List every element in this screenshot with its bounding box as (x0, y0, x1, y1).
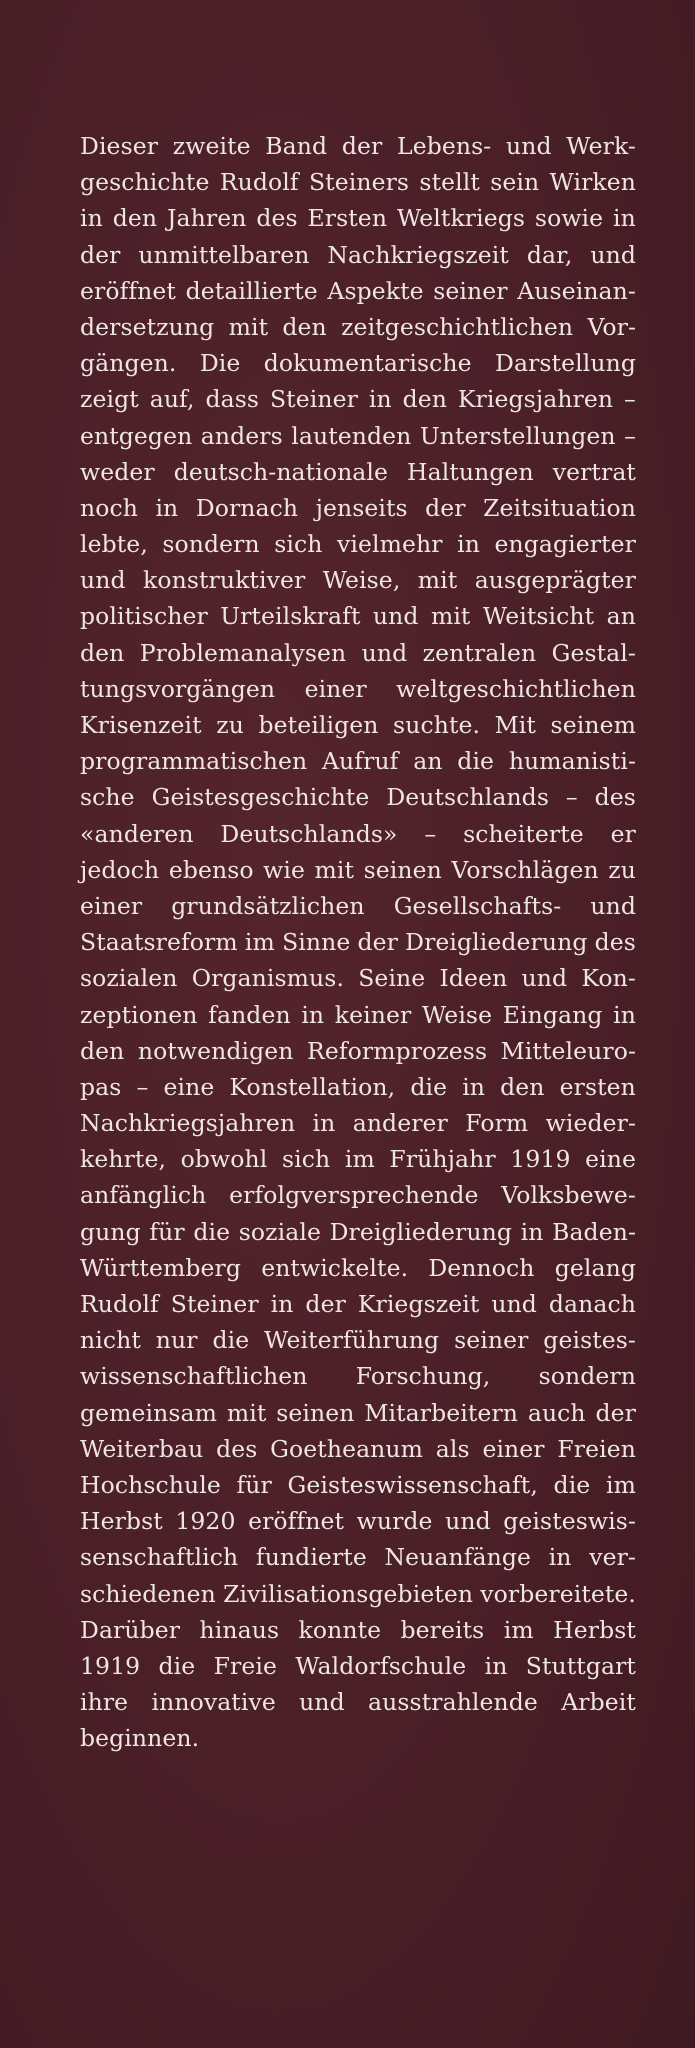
word: sozialen (80, 964, 178, 993)
word: der (595, 1398, 636, 1427)
word: – (565, 783, 578, 812)
word: Die (199, 349, 241, 378)
word: der (80, 240, 121, 269)
text-line (80, 1503, 636, 1539)
text-line (80, 779, 636, 815)
word: wieder- (545, 1109, 636, 1138)
word: notwendigen (137, 1036, 294, 1065)
word: sich (274, 530, 323, 559)
word: zentralen (422, 638, 537, 667)
text-line (80, 1720, 636, 1756)
word: ebenso (168, 855, 254, 884)
word: des (256, 204, 298, 233)
word: in (312, 1109, 336, 1138)
text-line (80, 273, 636, 309)
word: an (606, 602, 636, 631)
word: die (410, 1072, 448, 1101)
word: Volksbewe- (501, 1181, 636, 1210)
word: Jahren (167, 204, 247, 233)
word: Mitarbeitern (364, 1398, 518, 1427)
text-line (80, 1214, 636, 1250)
word: wurde (356, 1507, 433, 1536)
word: geschichte (80, 168, 210, 197)
word: Eingang (502, 1000, 603, 1029)
word: und (445, 1507, 491, 1536)
word: entwickelte. (261, 1253, 409, 1282)
word: Auseinan- (517, 276, 636, 305)
word: Herbst (80, 1507, 163, 1536)
text-line (80, 1250, 636, 1286)
word: sein (490, 168, 540, 197)
word: in (462, 1072, 486, 1101)
word: Nachkriegsjahren (80, 1109, 296, 1138)
word: auch (527, 1398, 586, 1427)
text-line (80, 1322, 636, 1358)
word: «anderen (80, 819, 194, 848)
word: pas (80, 1072, 122, 1101)
word: suchte. (393, 711, 481, 739)
word: Aufruf (321, 747, 399, 776)
word: zeptionen (80, 1000, 198, 1029)
word: Darstellung (495, 349, 636, 378)
word: im (503, 1615, 534, 1644)
text-line (80, 743, 636, 779)
word: einer (304, 674, 367, 703)
word: seinen (363, 855, 442, 884)
word: nur (155, 1326, 198, 1355)
word: den (80, 638, 125, 667)
word: konstruktiver (143, 566, 306, 595)
text-line (80, 1539, 636, 1575)
word: Dornach (195, 493, 299, 522)
word: sondern (162, 530, 260, 559)
word: Freien (557, 1434, 636, 1463)
word: – (136, 1072, 149, 1101)
text-line (80, 960, 636, 996)
word: Zeitsituation (483, 493, 636, 522)
word: geisteswis- (503, 1507, 636, 1536)
word: sowie (534, 204, 604, 233)
text-line (80, 345, 636, 381)
word: und (372, 602, 419, 631)
word: eine (163, 1072, 215, 1101)
word: zu (216, 711, 244, 739)
text-line (80, 1431, 636, 1467)
word: fanden (208, 1000, 291, 1029)
word: eine (585, 1145, 636, 1174)
blurb-text (80, 128, 636, 1756)
text-line (80, 1576, 636, 1612)
word: innovative (151, 1688, 276, 1717)
word: in (301, 1000, 325, 1029)
word: Unterstellungen (419, 421, 616, 450)
word: in (484, 1651, 508, 1680)
word: sondern (538, 1362, 636, 1391)
word: bereits (400, 1615, 485, 1644)
text-line (80, 1467, 636, 1503)
word: Zivilisationsgebieten (223, 1579, 474, 1608)
word: scheiterte (463, 819, 584, 848)
text-line (80, 418, 636, 454)
word: anfänglich (80, 1181, 207, 1210)
word: vielmehr (337, 530, 443, 559)
text-line (80, 237, 636, 273)
word: Forschung, (355, 1362, 491, 1391)
word: sche (80, 783, 135, 812)
text-line (80, 1648, 636, 1684)
word: dersetzung (80, 312, 215, 341)
word: soziale (238, 1217, 321, 1246)
word: in (270, 1290, 294, 1318)
word: gängen. (80, 349, 177, 378)
word: Rudolf (80, 1290, 159, 1318)
text-line (80, 1069, 636, 1105)
text-line (80, 309, 636, 345)
text-line (80, 635, 636, 671)
word: Freie (213, 1651, 277, 1680)
word: in (613, 204, 636, 233)
word: – (624, 421, 636, 450)
word: danach (548, 1290, 636, 1318)
word: Baden- (552, 1217, 636, 1246)
word: weder (80, 457, 155, 486)
word: die (553, 1470, 591, 1499)
word: seiner (454, 1326, 529, 1355)
text-line (80, 1177, 636, 1213)
word: keiner (334, 1000, 412, 1029)
word: Vorschlägen (451, 855, 599, 884)
word: jedoch (80, 855, 160, 884)
word: – (624, 385, 636, 414)
word: zu (608, 855, 636, 884)
text-line (80, 1141, 636, 1177)
word: Ideen (439, 964, 508, 993)
word: Werk- (566, 132, 636, 160)
word: der (357, 928, 398, 957)
word: Sinne (282, 928, 351, 957)
word: nicht (80, 1326, 141, 1355)
word: lebte, (80, 530, 148, 559)
text-line (80, 454, 636, 490)
word: und (299, 1688, 345, 1717)
word: Geistesgeschichte (151, 783, 370, 812)
word: Dreigliederung (329, 1217, 512, 1246)
word: gung (80, 1217, 141, 1246)
word: Neuanfänge (384, 1543, 532, 1572)
word: wie (263, 855, 306, 884)
word: Ersten (307, 204, 388, 233)
word: in (520, 1217, 544, 1246)
word: und (590, 240, 636, 269)
word: hinaus (199, 1615, 280, 1644)
word: dokumentarische (263, 349, 472, 378)
word: und (505, 132, 552, 160)
word: den (282, 312, 327, 341)
word: – (424, 819, 437, 848)
word: Dieser (80, 132, 159, 160)
word: senschaftlich (80, 1543, 239, 1572)
word: weltgeschichtlichen (396, 674, 636, 703)
text-line (80, 816, 636, 852)
word: Goetheanum (270, 1434, 424, 1463)
word: vorbereitete. (480, 1579, 636, 1608)
word: anders (200, 421, 283, 450)
word: die (212, 1326, 250, 1355)
word: Haltungen (407, 457, 534, 486)
word: Dreigliederung (405, 928, 588, 957)
word: Band (265, 132, 328, 160)
word: 1920 (175, 1507, 236, 1536)
word: Mit (494, 711, 536, 739)
text-line (80, 1395, 636, 1431)
word: Kriegsjahren (457, 385, 614, 414)
word: in (80, 204, 103, 233)
word: 1919 (80, 1651, 141, 1680)
word: Aspekte (327, 276, 424, 305)
word: mit (226, 1398, 267, 1427)
word: in (457, 530, 480, 559)
word: Vor- (587, 312, 636, 341)
word: Dennoch (428, 1253, 535, 1282)
word: Krisenzeit (80, 711, 202, 739)
text-line (80, 598, 636, 634)
word: noch (80, 493, 138, 522)
word: Arbeit (561, 1688, 636, 1717)
word: Nachkriegszeit (327, 240, 509, 269)
word: und (361, 638, 408, 667)
text-line (80, 707, 636, 743)
word: fundierte (255, 1543, 367, 1572)
word: für (236, 1470, 272, 1499)
word: als (435, 1434, 470, 1463)
word: Weiterführung (264, 1326, 440, 1355)
word: dass (205, 385, 260, 414)
word: Organismus. (191, 964, 345, 993)
text-line (80, 1684, 636, 1720)
text-line (80, 562, 636, 598)
word: Rudolf (219, 168, 299, 197)
word: im (244, 928, 275, 957)
word: Steiners (308, 168, 410, 197)
word: Kon- (581, 964, 636, 993)
word: ausgeprägter (474, 566, 636, 595)
word: einer (80, 891, 143, 920)
word: mit (430, 602, 471, 631)
word: Urteilskraft (220, 602, 361, 631)
word: ersten (559, 1072, 636, 1101)
word: gemeinsam (80, 1398, 218, 1427)
word: Staatsreform (80, 928, 238, 957)
word: in (613, 1000, 636, 1029)
word: auf, (149, 385, 195, 414)
word: Weitsicht (482, 602, 595, 631)
word: den (80, 1036, 125, 1065)
text-line (80, 490, 636, 526)
word: den (402, 385, 447, 414)
word: Deutschlands» (220, 819, 398, 848)
word: mit (417, 566, 458, 595)
word: Hochschule (80, 1470, 221, 1499)
word: entgegen (80, 421, 193, 450)
word: vertrat (552, 457, 636, 486)
word: Gesellschafts- (393, 891, 562, 920)
word: sich (281, 1145, 331, 1174)
text-line (80, 671, 636, 707)
word: Frühjahr (389, 1145, 496, 1174)
word: Lebens- (396, 132, 492, 160)
word: ver- (589, 1543, 636, 1572)
word: der (305, 1290, 346, 1318)
word: in (155, 493, 179, 522)
word: für (149, 1217, 185, 1246)
text-line (80, 888, 636, 924)
word: Problemanalysen (139, 638, 347, 667)
word: anderer (352, 1109, 448, 1138)
text-line (80, 1612, 636, 1648)
word: und (80, 566, 126, 595)
word: er (610, 819, 636, 848)
text-line (80, 997, 636, 1033)
text-line (80, 526, 636, 562)
word: Weise (421, 1000, 493, 1029)
word: deutsch-nationale (173, 457, 389, 486)
word: schiedenen (80, 1579, 216, 1608)
word: Wirken (549, 168, 636, 197)
word: Weiterbau (80, 1434, 204, 1463)
word: ihre (80, 1688, 129, 1717)
word: wissenschaftlichen (80, 1362, 308, 1391)
word: und (521, 964, 568, 993)
word: Konstellation, (229, 1072, 396, 1101)
word: die (193, 1217, 231, 1246)
word: des (594, 928, 636, 957)
word: stellt (419, 168, 480, 197)
word: seinem (550, 711, 636, 739)
word: seiner (433, 276, 508, 305)
word: Weise, (322, 566, 401, 595)
text-line (80, 1033, 636, 1069)
word: einer (482, 1434, 545, 1463)
word: gelang (554, 1253, 636, 1282)
word: Deutschlands (386, 783, 549, 812)
word: mit (314, 855, 355, 884)
word: Herbst (553, 1615, 636, 1644)
word: eröffnet (248, 1507, 345, 1536)
word: programmatischen (80, 747, 308, 776)
word: der (425, 493, 466, 522)
word: engagierter (494, 530, 636, 559)
word: die (457, 747, 495, 776)
text-line (80, 924, 636, 960)
word: Waldorfschule (295, 1651, 467, 1680)
text-line (80, 1358, 636, 1394)
word: lautenden (291, 421, 412, 450)
word: eröffnet (80, 276, 176, 305)
word: zeitgeschichtlichen (341, 312, 574, 341)
word: geistes- (543, 1326, 636, 1355)
word: Steiner (269, 385, 358, 414)
word: Reformprozess (307, 1036, 488, 1065)
word: seinen (276, 1398, 355, 1427)
word: des (216, 1434, 258, 1463)
word: Weltkriegs (396, 204, 526, 233)
word: Geisteswissenschaft, (287, 1470, 538, 1499)
word: an (413, 747, 443, 776)
word: Gestal- (551, 638, 636, 667)
word: dar, (526, 240, 573, 269)
word: im (344, 1145, 375, 1174)
word: in (548, 1543, 572, 1572)
word: Seine (358, 964, 426, 993)
word: Kriegszeit (357, 1290, 480, 1318)
word: ausstrahlende (368, 1688, 538, 1717)
word: unmittelbaren (138, 240, 310, 269)
text-line (80, 1105, 636, 1141)
word: den (112, 204, 158, 233)
word: Mitteleuro- (500, 1036, 636, 1065)
word: und (590, 891, 636, 920)
word: grundsätzlichen (171, 891, 365, 920)
word: zeigt (80, 385, 139, 414)
word: 1919 (510, 1145, 571, 1174)
word: kehrte, (80, 1145, 167, 1174)
text-line (80, 852, 636, 888)
word: mit (228, 312, 269, 341)
word: humanisti- (508, 747, 636, 776)
text-line (80, 381, 636, 417)
word: zweite (172, 132, 251, 160)
word: den (500, 1072, 545, 1101)
word: Form (465, 1109, 529, 1138)
word: konnte (298, 1615, 382, 1644)
word: obwohl (180, 1145, 268, 1174)
text-line (80, 164, 636, 200)
word: detaillierte (185, 276, 318, 305)
word: politischer (80, 602, 208, 631)
word: im (605, 1470, 636, 1499)
word: des (594, 783, 636, 812)
word: in (368, 385, 392, 414)
word: Stuttgart (525, 1651, 636, 1680)
word: tungsvorgängen (80, 674, 276, 703)
word: beginnen. (80, 1724, 200, 1753)
word: und (491, 1290, 537, 1318)
text-line (80, 128, 636, 164)
word: Württemberg (80, 1253, 241, 1282)
word: die (158, 1651, 196, 1680)
word: Steiner (170, 1290, 259, 1318)
word: Darüber (80, 1615, 181, 1644)
word: erfolgversprechende (229, 1181, 479, 1210)
text-line (80, 200, 636, 236)
word: der (341, 132, 383, 160)
word: jenseits (315, 493, 408, 522)
word: beteiligen (258, 711, 379, 739)
text-line (80, 1286, 636, 1322)
